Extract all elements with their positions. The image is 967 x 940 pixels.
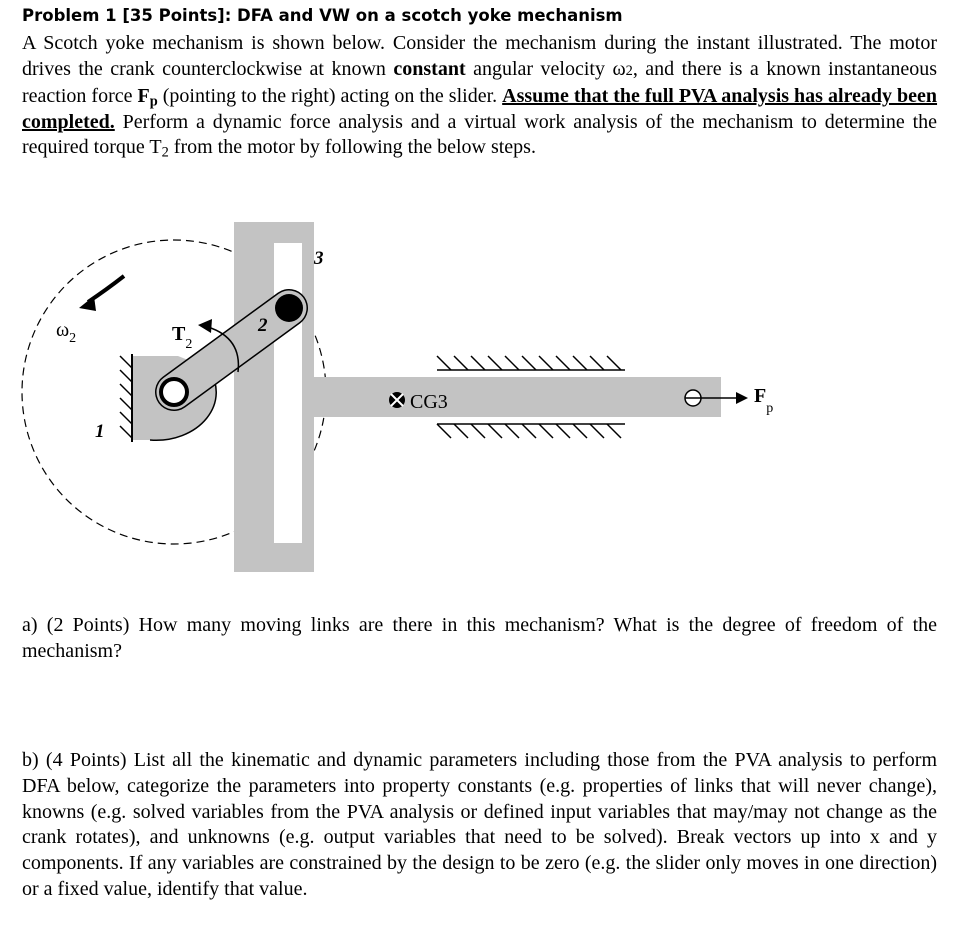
force-label: $F_p$: [754, 385, 774, 416]
link-1-label: 1: [95, 421, 105, 442]
assumption-emphasis: Assume that the full PVA analysis has already been completed.: [22, 85, 938, 133]
yoke-link-3: [234, 222, 721, 572]
angular-velocity-arrow: [79, 276, 124, 311]
force-subscript: p: [149, 93, 158, 110]
cg3-marker: [389, 392, 405, 408]
ground-guide-bottom: [437, 424, 625, 438]
omega-subscript: 2: [625, 62, 633, 79]
force-symbol: F: [137, 85, 150, 107]
link-3-label: 3: [314, 248, 324, 269]
question-b: b) (4 Points) List all the kinematic and dynamic parameters including those from the PVA analysis to perform DFA below, categorize the parameters into property constants (e.g. properties of links that will never change), knowns (e.g. solved variables from the PVA analysis or defined input variables that may/may not change as the crank rotates), and unknowns (e.g. output variables that need to be solved). Break vectors up into x and y components. If any variables are constrained by the design to be zero (e.g. the slider only moves in one direction) or a fixed value, identify that value.: [22, 749, 937, 900]
intro-text-6: from the motor by following the below steps.: [173, 136, 536, 158]
intro-text-5: Perform a dynamic force analysis and a virtual work analysis of the mechanism to determine the required torque T: [22, 110, 938, 158]
intro-text-1: A Scotch yoke mechanism is shown below. Consider the mechanism during the instant illustrated. The motor drives the crank counterclockwise at known: [22, 32, 937, 80]
intro-text-4: (pointing to the right) acting on the slider.: [162, 85, 498, 107]
omega-label: $\omega_2$: [56, 319, 77, 346]
cg3-label: CG3: [410, 391, 448, 413]
link-2-label: 2: [258, 315, 268, 336]
problem-heading: Problem 1 [35 Points]: DFA and VW on a scotch yoke mechanism: [22, 6, 623, 25]
question-a: a) (2 Points) How many moving links are there in this mechanism? What is the degree of freedom of the mechanism?: [22, 614, 937, 662]
constant-emphasis: constant: [393, 57, 466, 80]
torque-label: $T_2$: [172, 323, 193, 352]
intro-text-2: angular velocity ω: [473, 57, 626, 80]
ground-guide-top: [437, 356, 625, 370]
torque-subscript: 2: [161, 144, 169, 161]
intro-text-3: , and there is a known instantaneous reaction force: [22, 57, 938, 107]
